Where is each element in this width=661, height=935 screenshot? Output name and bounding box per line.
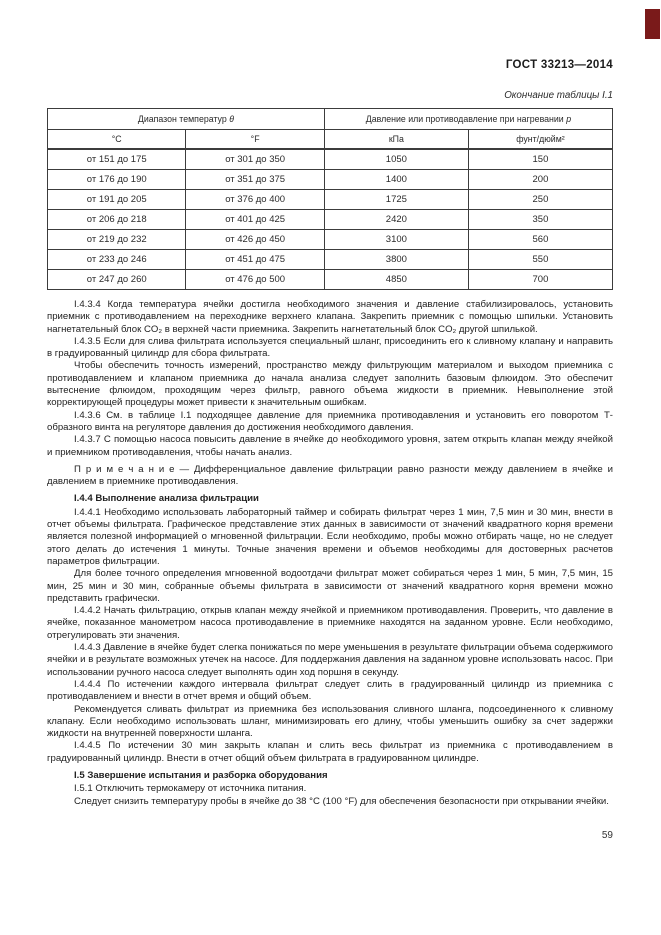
section-heading-I44: I.4.4 Выполнение анализа фильтрации [74,493,259,505]
cell-celsius: от 151 до 175 [48,149,186,170]
paragraph-I441: I.4.4.1 Необходимо использовать лабораторный таймер и собирать фильтрат через 1 мин, 7,5 мин и 30 мин, внести в отчет объемы фильтрата. Графическое представление этих данных в зависимости от значений квадратного корня времени является полезной информацией о мгновенной фильтрации. Если необходимо, пробы можно отбирать чаще, но не следует этого делать до истечения 1 минуты. Точные значения времени и объемов необходимы для достоверных расчетов параметров фильтрации. [47,506,613,567]
cell-psi: 200 [468,170,612,190]
table-row [48,170,613,190]
cell-psi: 250 [468,190,612,210]
paragraph-I51: I.5.1 Отключить термокамеру от источника питания. [74,783,307,795]
cell-psi: 560 [468,230,612,250]
paragraph-accuracy: Чтобы обеспечить точность измерений, пространство между фильтрующим материалом и выходом приемника с противодавлением и клапаном приемника до начала анализа следует заполнить базовым флюидом. Это обеспечит вытеснение флюидом, проходящим через фильтр, равного объема жидкости в приемник. Невыполнение этой корректирующей процедуры может привести к значительным ошибкам. [47,360,613,409]
cell-celsius: от 191 до 205 [48,190,186,210]
unit-header-celsius: °С [48,130,186,150]
cell-celsius: от 219 до 232 [48,230,186,250]
cell-psi: 550 [468,250,612,270]
paragraph-more-precise: Для более точного определения мгновенной водоотдачи фильтрат может собираться через 1 мин, 5 мин, 7,5 мин, 15 мин, 25 мин и 30 мин, собранные объемы фильтрата в зависимости от значений квадратного корня времени можно представить графически. [47,568,613,604]
paragraph-I445: I.4.4.5 По истечении 30 мин закрыть клапан и слить весь фильтрат из приемника с противодавлением в градуированный цилиндр. Внести в отчет общий объем фильтрата в градуированном цилиндре. [47,740,613,764]
cell-kpa: 3800 [324,250,468,270]
cell-kpa: 1400 [324,170,468,190]
temperature-pressure-table [47,108,613,290]
group-header-pressure [324,109,612,130]
paragraph-cooldown: Следует снизить температуру пробы в ячейке до 38 °С (100 °F) для обеспечения безопасности при открывании ячейки. [74,795,609,807]
table-row [48,250,613,270]
cell-psi: 350 [468,210,612,230]
paragraph-I444: I.4.4.4 По истечении каждого интервала фильтрат следует слить в градуированный цилиндр из приемника с противодавлением и внести в отчет время и общий объем. [47,678,613,703]
paragraph-I443: I.4.4.3 Давление в ячейке будет слегка понижаться по мере уменьшения в результате фильтрации объема содержимого ячейки и в результате возможных утечек на насосе. Для поддержания давления на заданном уровне использовать насос. При использовании ручного насоса следует выполнять один ход поршня в секунду. [47,642,613,678]
body-text [47,299,613,808]
cell-fahrenheit: от 451 до 475 [186,250,324,270]
cell-psi: 700 [468,270,612,290]
group-header-pressure-label: Давление или противодавление при нагревании [365,114,564,124]
table-row [48,270,613,290]
p-symbol: p [566,114,572,124]
cell-fahrenheit: от 301 до 350 [186,149,324,170]
cell-kpa: 3100 [324,230,468,250]
paragraph-recommendation: Рекомендуется сливать фильтрат из приемника без использования сливного шланга, подсоединенного к сливному клапану. Если необходимо использовать шланг, минимизировать его длину, чтобы уменьшить ошибку за счет задержки жидкости на внутренней поверхности шланга. [47,703,613,740]
cell-psi: 150 [468,149,612,170]
table-units-row [48,130,613,150]
cell-fahrenheit: от 476 до 500 [186,270,324,290]
cell-fahrenheit: от 401 до 425 [186,210,324,230]
cell-celsius: от 206 до 218 [48,210,186,230]
cell-celsius: от 233 до 246 [48,250,186,270]
paragraph-I435: I.4.3.5 Если для слива фильтрата используется специальный шланг, присоединить его к сливному клапану и направить в градуированный цилиндр для сбора фильтрата. [47,335,613,360]
cell-kpa: 1725 [324,190,468,210]
note-paragraph: П р и м е ч а н и е — Дифференциальное давление фильтрации равно разности между давлением в ячейке и давлением в приемнике противодавления. [47,463,613,488]
table-row [48,230,613,250]
cell-kpa: 4850 [324,270,468,290]
group-header-temperature [48,109,325,130]
section-heading-I5: I.5 Завершение испытания и разборка оборудования [74,769,328,781]
cell-celsius: от 176 до 190 [48,170,186,190]
paragraph-I436: I.4.3.6 См. в таблице I.1 подходящее давление для приемника противодавления и установить его поворотом Т-образного винта на регуляторе давления до достижения необходимого давления. [47,409,613,433]
unit-header-psi: фунт/дюйм² [468,130,612,150]
cell-fahrenheit: от 376 до 400 [186,190,324,210]
cell-kpa: 2420 [324,210,468,230]
paragraph-I437: I.4.3.7 С помощью насоса повысить давление в ячейке до необходимого уровня, затем открыть клапан между ячейкой и приемником противодавления, чтобы начать анализ. [47,434,613,458]
table-group-header-row [48,109,613,130]
cell-fahrenheit: от 426 до 450 [186,230,324,250]
table-row [48,149,613,170]
document-number: ГОСТ 33213—2014 [505,59,613,71]
cell-kpa: 1050 [324,149,468,170]
red-corner-mark [645,9,660,39]
paragraph-I442: I.4.4.2 Начать фильтрацию, открыв клапан между ячейкой и приемником противодавления. Проверить, что давление в ячейке, показанное манометром насоса противодавление в приемнике находятся на заданном уровне. Если необходимо, отрегулировать эти значения. [47,605,613,641]
page-number: 59 [601,829,613,841]
table-row [48,210,613,230]
table-row [48,190,613,210]
theta-symbol: θ [229,114,234,124]
page-content [47,0,613,841]
unit-header-kpa: кПа [324,130,468,150]
cell-celsius: от 247 до 260 [48,270,186,290]
group-header-temperature-label: Диапазон температур [137,114,227,124]
table-caption: Окончание таблицы I.1 [504,90,613,101]
paragraph-I434: I.4.3.4 Когда температура ячейки достигла необходимого значения и давление стабилизировалось, установить приемник с противодавлением на переходнике верхнего клапана. Закрепить приемник с помощью шпильки. Установить нагнетательный блок CO₂ в верхней части приемника. Закрепить нагнетательный блок CO₂ другой шпилькой. [47,299,613,335]
cell-fahrenheit: от 351 до 375 [186,170,324,190]
unit-header-fahrenheit: °F [186,130,324,150]
